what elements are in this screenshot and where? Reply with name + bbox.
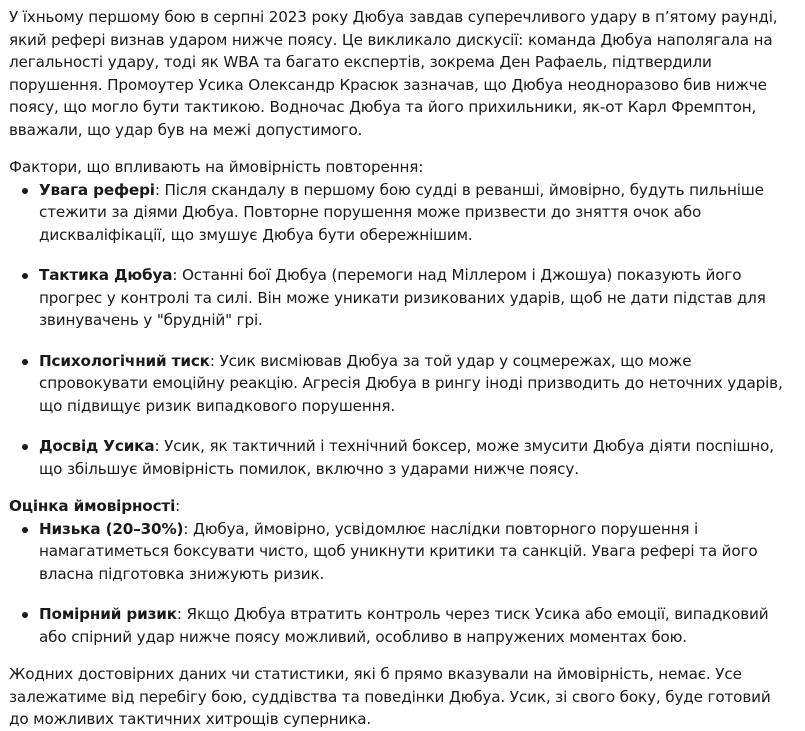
list-item-text: : Якщо Дюбуа втратить контроль через тиск Усика або емоції, випадковий або спірний удар нижче поясу можливий, особливо в напружених моментах бою.	[39, 605, 769, 646]
list-item	[9, 350, 790, 418]
estimates-list	[9, 518, 790, 649]
estimate-heading	[9, 495, 790, 518]
list-item	[9, 435, 790, 480]
list-item-title: Увага рефері	[39, 180, 155, 199]
list-item-title: Психологічний тиск	[39, 351, 210, 370]
list-item-title: Тактика Дюбуа	[39, 266, 173, 284]
list-item-title: Досвід Усика	[39, 437, 155, 455]
list-item-title: Низька (20–30%)	[39, 519, 184, 538]
list-item	[9, 518, 790, 586]
list-item-text: : Усик, як тактичний і технічний боксер, може змусити Дюбуа діяти поспішно, що збільшує ймовірність помилок, включно з ударами нижче поясу.	[39, 437, 774, 478]
list-item-text: : Останні бої Дюбуа (перемоги над Міллером і Джошуа) показують його прогрес у контролі та силі. Він може уникати ризикованих ударів, щоб не дати підстав для звинувачень у "брудній" грі.	[39, 266, 766, 329]
list-item-title: Помірний ризик	[39, 605, 177, 623]
conclusion-paragraph: Жодних достовірних даних чи статистики, які б прямо вказували на ймовірність, немає. Усе залежатиме від перебігу бою, суддівства та поведінки Дюбуа. Усик, зі свого боку, буде готовий до можливих тактичних хитрощів суперника.	[9, 665, 771, 728]
factors-list	[9, 179, 790, 481]
list-item	[9, 603, 790, 648]
list-item-text: : Дюбуа, ймовірно, усвідомлює наслідки повторного порушення і намагатиметься боксувати чисто, щоб уникнути критики та санкцій. Увага рефері та його власна підготовка знижують ризик.	[39, 519, 758, 583]
list-item-text: : Після скандалу в першому бою судді в реванші, ймовірно, будуть пильніше стежити за діями Дюбуа. Повторне порушення може призвести до зняття очок або дискваліфікації, що змушує Дюбуа бути обережнішим.	[39, 180, 764, 244]
estimate-heading-label: Оцінка ймовірності	[9, 497, 176, 515]
factors-heading: Фактори, що впливають на ймовірність повторення:	[9, 158, 424, 176]
estimate-heading-colon: :	[175, 497, 181, 515]
list-item-text: : Усик висміював Дюбуа за той удар у соцмережах, що може спровокувати емоційну реакцію. Агресія Дюбуа в рингу іноді призводить до неточних ударів, що підвищує ризик випадкового порушення.	[39, 351, 783, 415]
intro-paragraph: У їхньому першому бою в серпні 2023 року Дюбуа завдав суперечливого удару в п’ятому раунді, який рефері визнав ударом нижче поясу. Це викликало дискусії: команда Дюбуа наполягала на легальності удару, тоді як WBA та багато експертів, зокрема Ден Рафаель, підтвердили порушення. Промоутер Усика Олександр Красюк зазначав, що Дюбуа неодноразово бив нижче поясу, що могло бути тактикою. Водночас Дюбуа та його прихильники, як-от Карл Фремптон, вважали, що удар був на межі допустимого.	[9, 8, 778, 139]
list-item	[9, 179, 790, 247]
list-item	[9, 264, 790, 332]
